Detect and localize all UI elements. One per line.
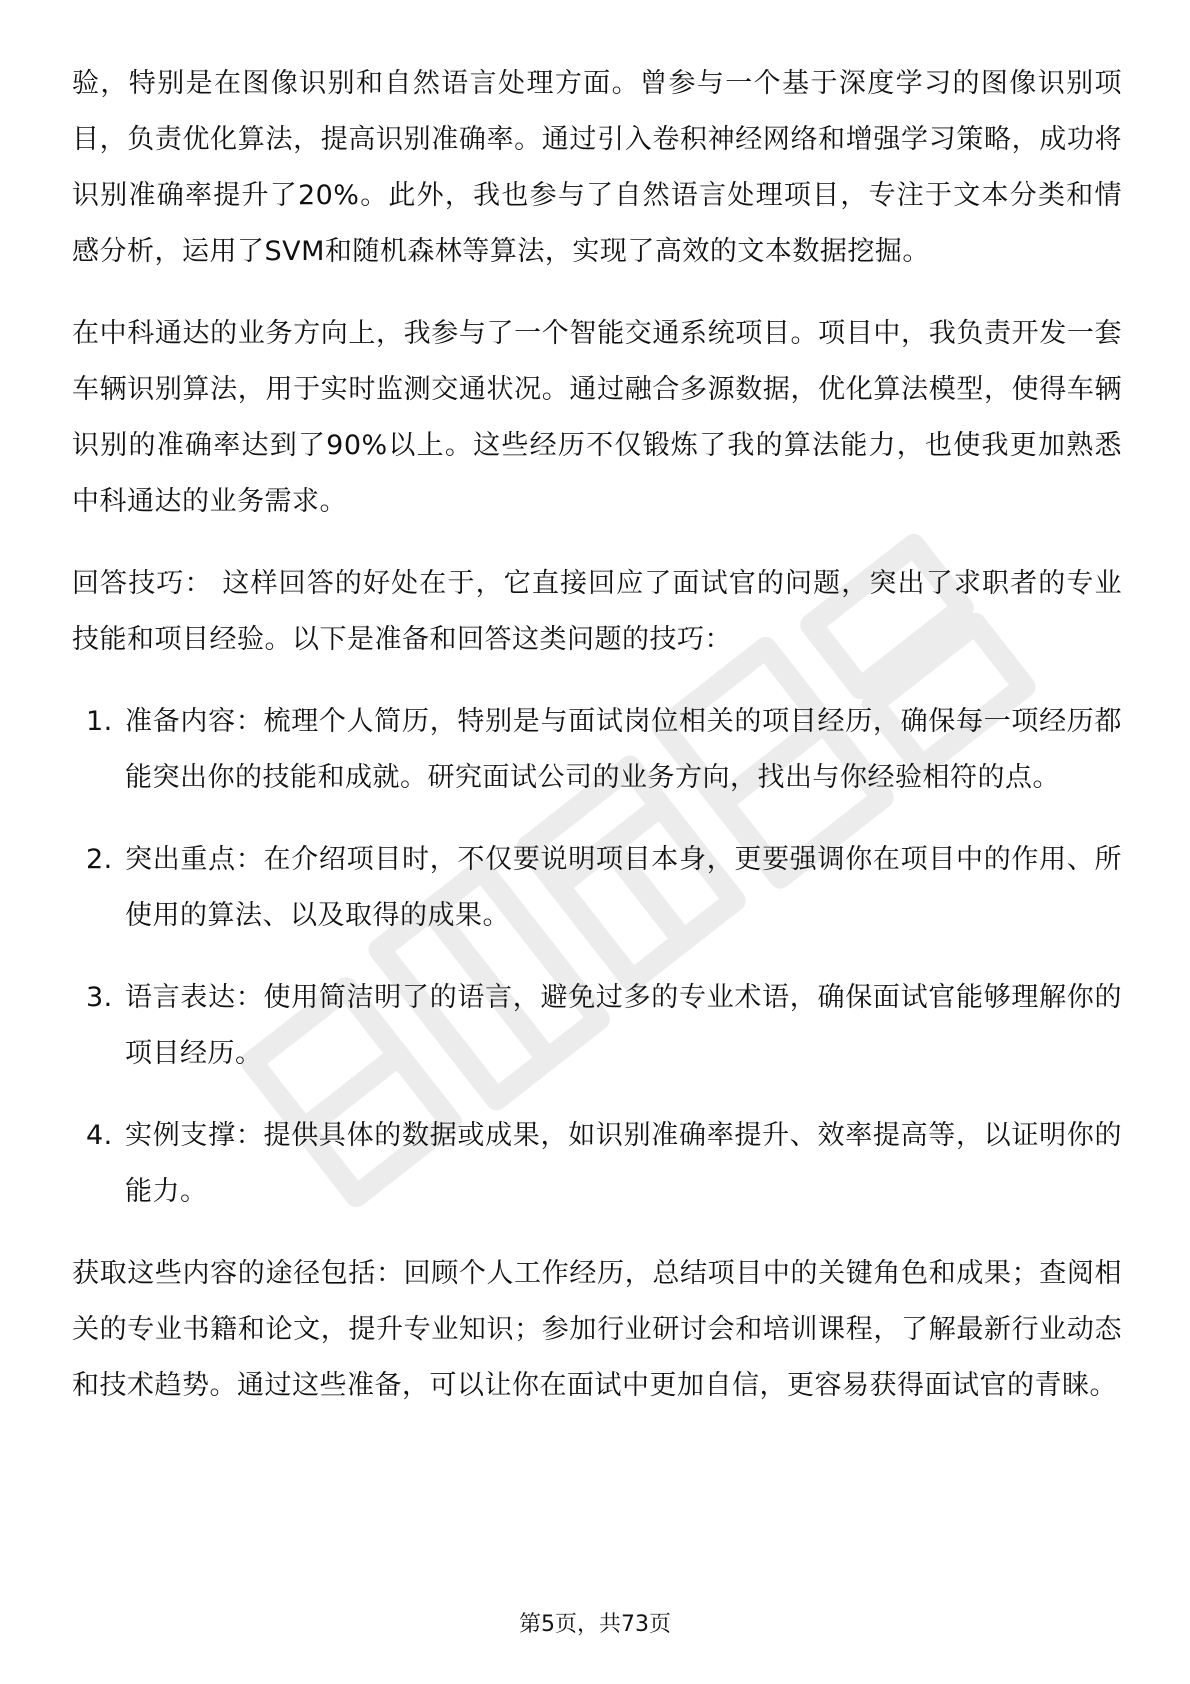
- list-item-number: 1.: [86, 706, 113, 737]
- list-item: [72, 1108, 1122, 1220]
- list-item-text: 语言表达：使用简洁明了的语言，避免过多的专业术语，确保面试官能够理解你的项目经历。: [125, 982, 1122, 1069]
- list-item: [72, 970, 1122, 1082]
- list-item-text: 准备内容：梳理个人简历，特别是与面试岗位相关的项目经历，确保每一项经历都能突出你的技能和成就。研究面试公司的业务方向，找出与你经验相符的点。: [125, 706, 1122, 793]
- paragraph-project-experience: 验，特别是在图像识别和自然语言处理方面。曾参与一个基于深度学习的图像识别项目，负责优化算法，提高识别准确率。通过引入卷积神经网络和增强学习策略，成功将识别准确率提升了20%。此外，我也参与了自然语言处理项目，专注于文本分类和情感分析，运用了SVM和随机森林等算法，实现了高效的文本数据挖掘。: [72, 68, 1122, 267]
- tips-list: [72, 694, 1122, 1220]
- list-item: [72, 832, 1122, 944]
- page-number: 第5页，共73页: [519, 1612, 671, 1637]
- list-item: [72, 694, 1122, 806]
- list-item-number: 3.: [86, 982, 113, 1013]
- paragraph-company-experience: 在中科通达的业务方向上，我参与了一个智能交通系统项目。项目中，我负责开发一套车辆识别算法，用于实时监测交通状况。通过融合多源数据，优化算法模型，使得车辆识别的准确率达到了90%以上。这些经历不仅锻炼了我的算法能力，也使我更加熟悉中科通达的业务需求。: [72, 318, 1122, 517]
- list-item-text: 实例支撑：提供具体的数据或成果，如识别准确率提升、效率提高等，以证明你的能力。: [125, 1120, 1122, 1207]
- paragraph-sources: 获取这些内容的途径包括：回顾个人工作经历，总结项目中的关键角色和成果；查阅相关的专业书籍和论文，提升专业知识；参加行业研讨会和培训课程，了解最新行业动态和技术趋势。通过这些准备，可以让你在面试中更加自信，更容易获得面试官的青睐。: [72, 1258, 1122, 1401]
- paragraph-answer-tips: 回答技巧： 这样回答的好处在于，它直接回应了面试官的问题，突出了求职者的专业技能和项目经验。以下是准备和回答这类问题的技巧：: [72, 568, 1122, 655]
- list-item-number: 2.: [86, 844, 113, 875]
- document-body: [72, 56, 1122, 1440]
- list-item-number: 4.: [86, 1120, 113, 1151]
- list-item-text: 突出重点：在介绍项目时，不仅要说明项目本身，更要强调你在项目中的作用、所使用的算法、以及取得的成果。: [125, 844, 1122, 931]
